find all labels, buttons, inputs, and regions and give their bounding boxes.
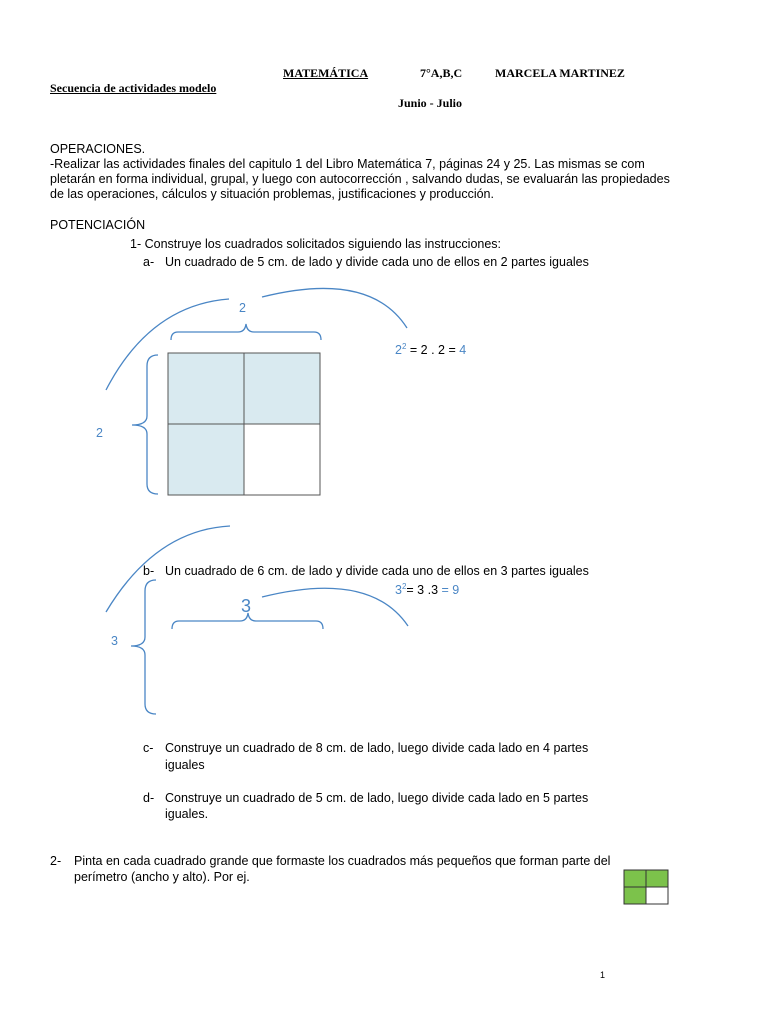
operations-line-1: -Realizar las actividades finales del capitulo 1 del Libro Matemática 7, páginas 24 y 25. Las mismas se com: [50, 157, 645, 171]
subject-title: MATEMÁTICA: [283, 66, 369, 80]
operations-heading: OPERACIONES.: [50, 142, 146, 156]
activity-2-line-1: Pinta en cada cuadrado grande que formaste los cuadrados más pequeños que forman parte del: [74, 854, 611, 868]
potenciacion-heading: POTENCIACIÓN: [50, 218, 146, 232]
teacher-name: MARCELA MARTINEZ: [495, 66, 625, 80]
operations-line-3: de las operaciones, cálculos y situación problemas, justificaciones y producción.: [50, 187, 494, 201]
left-brace-1: [132, 355, 158, 494]
item-d-line-2: iguales.: [165, 807, 209, 821]
item-c-marker: c-: [143, 741, 154, 755]
item-b-marker: b-: [143, 564, 155, 578]
example-grid-green: [624, 870, 668, 904]
grades-label: 7°A,B,C: [420, 66, 463, 80]
left-brace-2: [131, 580, 156, 714]
item-b-text: Un cuadrado de 6 cm. de lado y divide cada uno de ellos en 3 partes iguales: [165, 564, 589, 578]
arc-1-right: [262, 288, 407, 328]
arc-2-right: [262, 588, 408, 626]
period-label: Junio - Julio: [398, 96, 463, 110]
item-a-marker: a-: [143, 255, 155, 269]
fig1-left-label: 2: [96, 426, 103, 440]
activity-2-line-2: perímetro (ancho y alto). Por ej.: [74, 870, 250, 884]
fig1-top-label: 2: [239, 301, 246, 315]
top-brace-1: [171, 324, 321, 340]
item-c-line-2: iguales: [165, 758, 205, 772]
fig2-top-label: 3: [241, 596, 252, 616]
operations-line-2: pletarán en forma individual, grupal, y luego con autocorrección , salvando dudas, se evaluarán las propiedades: [50, 172, 670, 186]
sequence-title: Secuencia de actividades modelo: [50, 81, 217, 95]
item-d-marker: d-: [143, 791, 155, 805]
activity-1: 1- Construye los cuadrados solicitados siguiendo las instrucciones:: [130, 237, 502, 251]
square-grid-2x2: [168, 353, 320, 495]
activity-2-marker: 2-: [50, 854, 62, 868]
item-d-line-1: Construye un cuadrado de 5 cm. de lado, luego divide cada lado en 5 partes: [165, 791, 589, 805]
formula-1: $2^2 = 2$ . 2 = 4: [395, 342, 467, 357]
fig2-left-label: 3: [111, 634, 118, 648]
page-number: 1: [600, 970, 606, 980]
formula-2: $3^2= 3$ .3 = 9: [395, 582, 460, 597]
item-a-text: Un cuadrado de 5 cm. de lado y divide cada uno de ellos en 2 partes iguales: [165, 255, 589, 269]
item-c-line-1: Construye un cuadrado de 8 cm. de lado, luego divide cada lado en 4 partes: [165, 741, 589, 755]
